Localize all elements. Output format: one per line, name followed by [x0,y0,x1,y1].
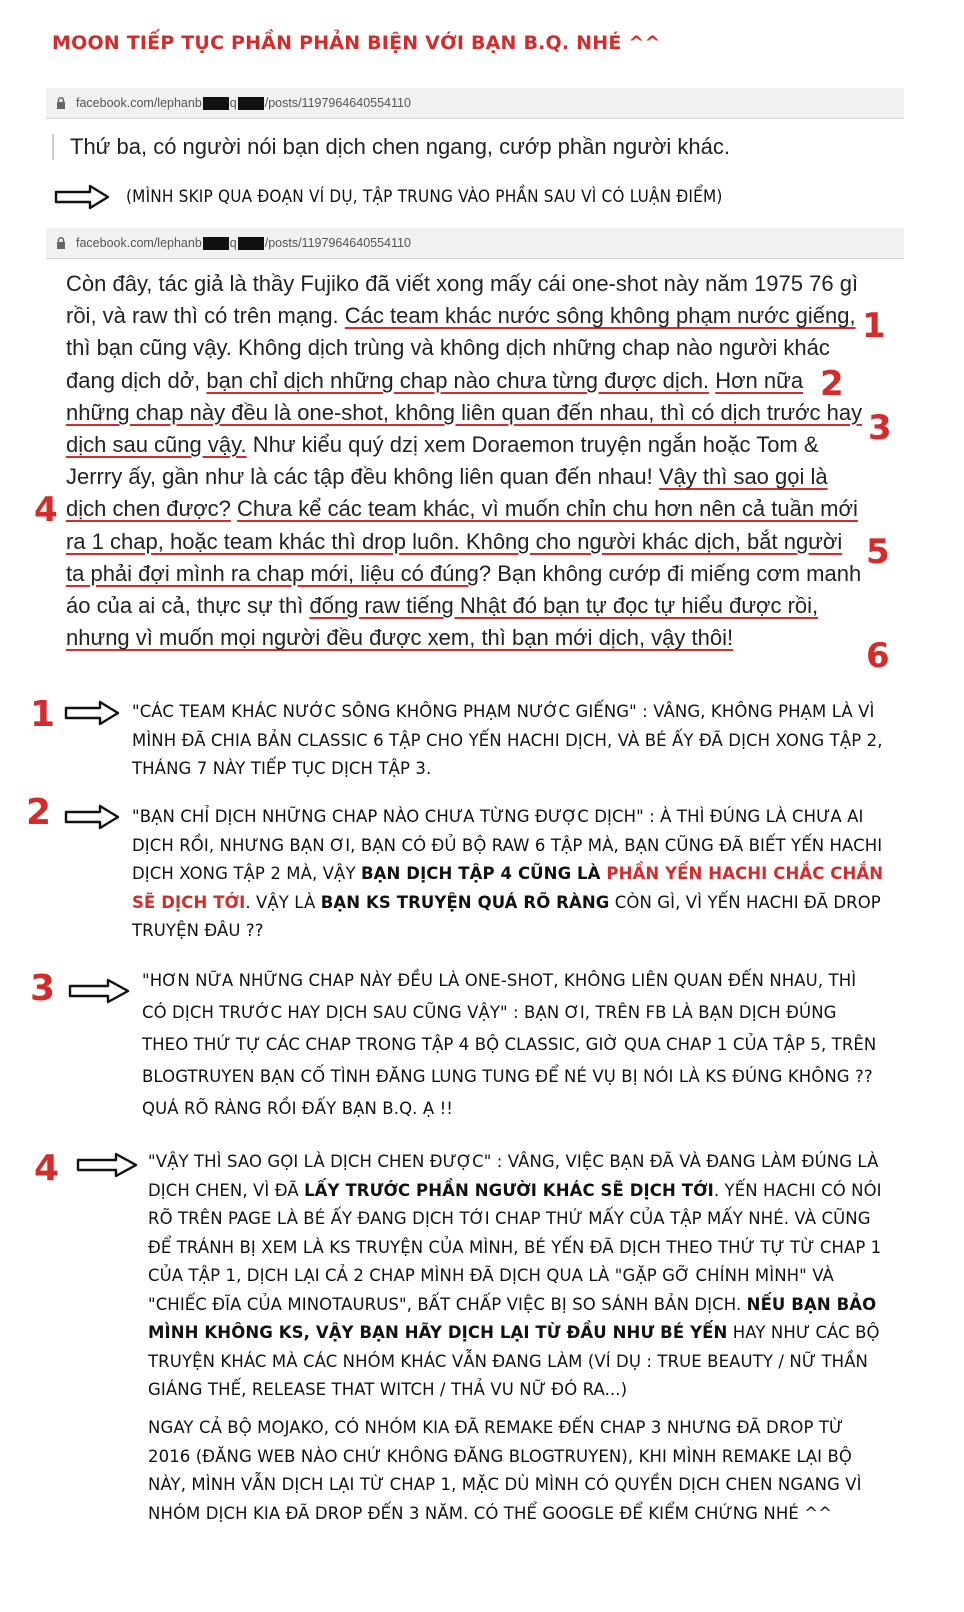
note-number: 3 [30,968,56,1009]
underlined-claim-2: bạn chỉ dịch những chap nào chưa từng được dịch. [206,367,710,393]
quoted-text-1: Thứ ba, có người nói bạn dịch chen ngang, cướp phần người khác. [52,134,920,160]
note-text: "BẠN CHỈ DỊCH NHỮNG CHAP NÀO CHƯA TỪNG ĐƯỢC DỊCH" : À THÌ ĐÚNG LÀ CHƯA AI DỊCH RỒI, NHƯNG BẠN ƠI, BẠN CÓ ĐỦ BỘ RAW 6 TẬP MÀ, BẠN CŨNG ĐÃ BIẾT YẾN HACHI DỊCH XONG TẬP 2 MÀ, VẬY [132,807,883,883]
marker-5: 5 [866,532,890,572]
para-text: Như kiểu quý dzị xem Doraemon truyện ngắn hoặc Tom & Jerrry ấy, gần như là các tập đều không liên quan đến nhau! [66,432,819,490]
marker-2: 2 [820,364,844,404]
rebuttal-note-4-continued: NGAY CẢ BỘ MOJAKO, CÓ NHÓM KIA ĐÃ REMAKE ĐẾN CHAP 3 NHƯNG ĐÃ DROP TỪ 2016 (ĐĂNG WEB NÀO CHỨ KHÔNG ĐĂNG BLOGTRUYEN), KHI MÌNH REMAKE LẠI BỘ NÀY, MÌNH VẪN DỊCH LẠI TỪ CHAP 1, MẶC DÙ MÌNH CÓ QUYỀN DỊCH CHEN NGANG VÌ NHÓM DỊCH KIA ĐÃ DROP ĐẾN 3 NĂM. CÓ THỂ GOOGLE ĐỂ KIỂM CHỨNG NHÉ ^^ [148,1418,862,1523]
rebuttal-note-4 [148,1148,888,1405]
url-bar[interactable] [46,88,904,119]
url-text-prefix: facebook.com/lephanb [76,96,202,110]
note-text: . YẾN HACHI CÓ NÓI RÕ TRÊN PAGE LÀ BÉ ẤY ĐANG DỊCH TỚI CHAP THỨ MẤY CỦA TẬP MẤY NHÉ. VÀ CŨNG ĐỂ TRÁNH BỊ XEM LÀ KS TRUYỆN CỦA MÌNH, BÉ YẾN ĐÃ DỊCH THEO THỨ TỰ TỪ CHAP 1 CỦA TẬP 1, DỊCH LẠI CẢ 2 CHAP MÌNH ĐÃ DỊCH QUA LÀ "GẶP GỠ CHÍNH MÌNH" VÀ "CHIẾC ĐĨA CỦA MINOTAURUS", BẤT CHẤP VIỆC BỊ SO SÁNH BẢN DỊCH. [148,1180,882,1314]
right-arrow-icon [64,804,120,830]
url-text-prefix: facebook.com/lephanb [76,236,202,250]
note-number: 1 [30,694,56,735]
note-text: . VẬY LÀ [245,892,321,912]
marker-4: 4 [34,490,58,530]
underlined-claim-6: đống raw tiếng Nhật đó bạn tự đọc tự hiểu được rồi, nhưng vì muốn mọi người đều được xem, thì bạn mới dịch, vậy thôi! [66,593,819,651]
note-text: HAY NHƯ CÁC BỘ TRUYỆN KHÁC MÀ CÁC NHÓM KHÁC VẪN ĐANG LÀM (VÍ DỤ : TRUE BEAUTY / NỮ THẦN GIÁNG THẾ, RELEASE THAT WITCH / THẢ VU NỮ ĐÓ RA...) [148,1323,880,1399]
note-number: 4 [34,1148,60,1189]
marker-3: 3 [868,408,892,448]
note-red-text: PHẦN YẾN HACHI CHẮC CHẮN SẼ DỊCH TỚI [132,864,884,912]
para-text: thì bạn cũng vậy. Không dịch trùng và không dịch những chap nào người khác đang dịch dở, [66,335,830,393]
right-arrow-icon [54,184,110,210]
redaction-box [238,97,264,110]
url-text-mid: q [229,236,237,250]
note-bold-text: LẤY TRƯỚC PHẦN NGƯỜI KHÁC SẼ DỊCH TỚI [304,1180,714,1200]
quoted-paragraph [66,268,866,654]
underlined-claim-1: Các team khác nước sông không phạm nước giếng, [344,303,856,329]
underlined-claim-4: Vậy thì sao gọi là dịch chen được? [66,464,828,522]
note-text: CÒN GÌ, VÌ YẾN HACHI ĐÃ DROP TRUYỆN ĐÂU ?? [132,892,881,940]
note-text: "VẬY THÌ SAO GỌI LÀ DỊCH CHEN ĐƯỢC" : VÂNG, VIỆC BẠN ĐÃ VÀ ĐANG LÀM ĐÚNG LÀ DỊCH CHEN, VÌ ĐÃ [148,1152,879,1200]
skip-note: (MÌNH SKIP QUA ĐOẠN VÍ DỤ, TẬP TRUNG VÀO PHẦN SAU VÌ CÓ LUẬN ĐIỂM) [126,187,723,207]
right-arrow-icon [76,1152,138,1178]
underlined-claim-3: Hơn nữa những chap này đều là one-shot, không liên quan đến nhau, thì có dịch trước hay dịch sau cũng vậy. [66,367,863,458]
rebuttal-note-3: "HƠN NỮA NHỮNG CHAP NÀY ĐỀU LÀ ONE-SHOT, KHÔNG LIÊN QUAN ĐẾN NHAU, THÌ CÓ DỊCH TRƯỚC HAY DỊCH SAU CŨNG VẬY" : BẠN ƠI, TRÊN FB LÀ BẠN DỊCH ĐÚNG THEO THỨ TỰ CÁC CHAP TRONG TẬP 4 BỘ CLASSIC, GIỜ QUA CHAP 1 CỦA TẬP 5, TRÊN BLOGTRUYEN BẠN CỐ TÌNH ĐĂNG LUNG TUNG ĐỂ NÉ VỤ BỊ NÓI LÀ KS ĐÚNG KHÔNG ?? QUÁ RÕ RÀNG RỒI ĐẤY BẠN B.Q. Ạ !! [142,971,877,1118]
para-text: Còn đây, tác giả là thầy Fujiko đã viết xong mấy cái one-shot này năm 1975 76 gì rồi, và raw thì có trên mạng. [66,271,859,329]
redaction-box [203,97,229,110]
skip-note-row [54,184,723,210]
right-arrow-icon [68,978,130,1004]
marker-6: 6 [866,636,890,676]
page-title: MOON TIẾP TỤC PHẦN PHẢN BIỆN VỚI BẠN B.Q. NHÉ ^^ [52,32,661,54]
rebuttal-note-2 [132,803,892,946]
redaction-box [203,237,229,250]
url-text-suffix: /posts/1197964640554110 [264,96,411,110]
marker-1: 1 [862,306,886,346]
note-number: 2 [26,792,52,833]
para-text: ? Bạn không cướp đi miếng cơm manh áo của ai cả, thực sự thì [66,560,862,619]
note-bold-text: BẠN KS TRUYỆN QUÁ RÕ RÀNG [320,892,610,912]
redaction-box [238,237,264,250]
note-bold-text: NẾU BẠN BẢO MÌNH KHÔNG KS, VẬY BẠN HÃY DỊCH LẠI TỪ ĐẦU NHƯ BÉ YẾN [148,1294,877,1342]
lock-icon [54,236,68,250]
lock-icon [54,96,68,110]
right-arrow-icon [64,700,120,726]
url-text-mid: q [229,96,237,110]
underlined-claim-5: Chưa kể các team khác, vì muốn chỉn chu hơn nên cả tuần mới ra 1 chap, hoặc team khác thì drop luôn. Không cho người khác dịch, bắt người ta phải đợi mình ra chap mới, liệu có đúng [66,496,858,586]
url-text-suffix: /posts/1197964640554110 [264,236,411,250]
url-bar[interactable] [46,228,904,259]
note-bold-text: BẠN DỊCH TẬP 4 CŨNG LÀ [360,864,607,883]
rebuttal-note-1: "CÁC TEAM KHÁC NƯỚC SÔNG KHÔNG PHẠM NƯỚC GIẾNG" : VÂNG, KHÔNG PHẠM LÀ VÌ MÌNH ĐÃ CHIA BẢN CLASSIC 6 TẬP CHO YẾN HACHI DỊCH, VÀ BÉ ẤY ĐÃ DỊCH XONG TẬP 2, THÁNG 7 NÀY TIẾP TỤC DỊCH TẬP 3. [132,702,883,778]
